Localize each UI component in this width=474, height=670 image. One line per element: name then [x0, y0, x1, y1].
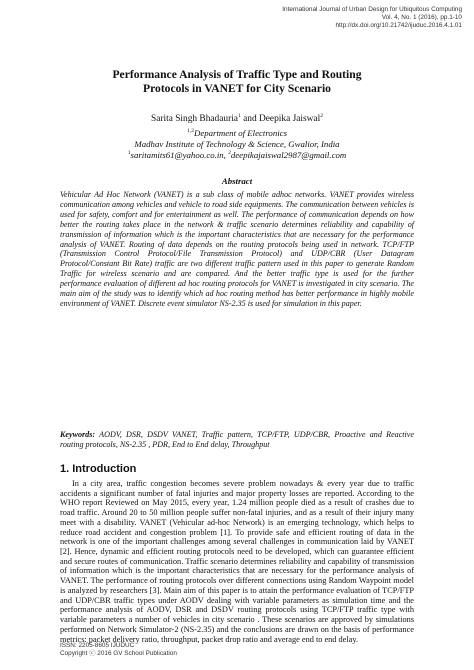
keywords-label: Keywords:	[60, 430, 96, 439]
keywords-paragraph	[60, 430, 414, 450]
journal-doi: http://dx.doi.org/10.21742/ijuduc.2016.4.1.01	[335, 22, 462, 30]
paper-title	[40, 68, 434, 96]
section-heading: 1. Introduction	[60, 463, 137, 475]
department-line	[40, 128, 434, 139]
author-email: deepikajaiswal2987@gmail.com	[230, 150, 347, 160]
email-superscript: 2	[228, 150, 231, 157]
copyright-text: Copyright ⓒ 2016 GV School Publication	[60, 650, 177, 658]
journal-header	[240, 6, 462, 31]
journal-name: International Journal of Urban Design for Ubiquitous Computing	[282, 6, 462, 13]
email-superscript: 1	[127, 150, 131, 157]
paper-title-line1: Performance Analysis of Traffic Type and Routing	[112, 68, 362, 81]
author-name: Deepika Jaiswal	[259, 114, 321, 124]
department-name: Department of Electronics	[194, 128, 287, 138]
abstract-heading: Abstract	[221, 176, 253, 186]
issn-text: ISSN: 2205-8605 IJUDUC	[60, 642, 135, 649]
page-footer	[60, 642, 310, 659]
author-email: saritamits61@yahoo.co.in,	[130, 150, 229, 160]
author-superscript: 2	[320, 112, 323, 119]
author-line	[40, 114, 434, 124]
keywords-list: AODV, DSR, DSDV VANET, Traffic pattern, TCP/FTP, UDP/CBR, Proactive and Reactive routing protocols, NS-2.35 , PDR, End to End delay, Throughput	[60, 430, 414, 449]
author-superscript: 1	[237, 112, 241, 119]
institute-name: Madhav Institute of Technology & Science, Gwalior, India	[134, 139, 340, 149]
email-line	[40, 150, 434, 161]
journal-volume: Vol. 4, No. 1 (2016), pp.1-10	[381, 14, 462, 22]
introduction-text: In a city area, traffic congestion becomes severe problem nowadays & every year due to traffic accidents a significant number of fatal injuries and major property losses are reported. According to the WHO report Reviewed on May 2015, every year, 1.24 million people died as a result of crashes due to road traffic. Around 20 to 50 million people suffer non-fatal injuries, and as a result of their injury many meet with a disability. VANET (Vehicular ad-hoc Network) is an emerging technology, which helps to reduce road accident and congestion problem [1]. To provide safe and efficient routing of data in the network is one of the important challenges among several challenges in communication laid by VANET [2]. Hence, dynamic and efficient routing protocols need to be developed, which can guarantee efficient and secure routes of communication. Traffic scenario determines reliability and capability of transmission of information which is the important characteristics that are necessary for the performance analysis of VANET. The performance of routing protocols over different connections using Random Waypoint model is analyzed by researchers [3]. Main aim of this paper is to attain the performance evaluation of TCP/FTP and UDP/CBR traffic types under AODV dealing with variable parameters as simulation time and the performance analysis of AODV, DSR and DSDV routing protocols using TCP/FTP traffic type with variable parameters a number of vehicles in city scenario . These scenarios are approved by simulations performed on Network Simulator-2 (NS-2.35) and the conclusions are drawn on the basis of performance metrics: packet delivery ratio, throughput, packet drop ratio and average end to end delay.	[60, 479, 414, 644]
author-separator: and	[240, 114, 259, 124]
author-name: Sarita Singh Bhadauria	[151, 114, 238, 124]
paper-title-line2: Protocols in VANET for City Scenario	[143, 82, 331, 95]
affiliation-superscript: 1,2	[187, 128, 194, 135]
affiliation-block	[40, 128, 434, 161]
abstract-text: Vehicular Ad Hoc Network (VANET) is a sub class of mobile adhoc networks. VANET provides wireless communication among vehicles and vehicle to road side equipments. The communication between vehicles is used for safety, comfort and for entertainment as well. The performance of communication depends on how better the routing takes place in the network & traffic scenario determines reliability and capability of transmission of information which is the important characteristics that are necessary for the performance analysis of VANET. Routing of data depends on the routing protocols being used in network. TCP/FTP (Transmission Control Protocol/File Transmission Protocol) and UDP/CBR (User Datagram Protocol/Constant Bit Rate) traffic are two different traffic pattern used in this paper to generate Random Traffic for wireless scenario and are compared. And the better traffic type is used for the further performance evaluation of different ad hoc routing protocols for VANET is investigated in city scenario. The main aim of the study was to identify which ad hoc routing method has better performance in highly mobile environment of VANET. Discrete event simulator NS-2.35 is used for simulation in this paper.	[60, 190, 414, 308]
